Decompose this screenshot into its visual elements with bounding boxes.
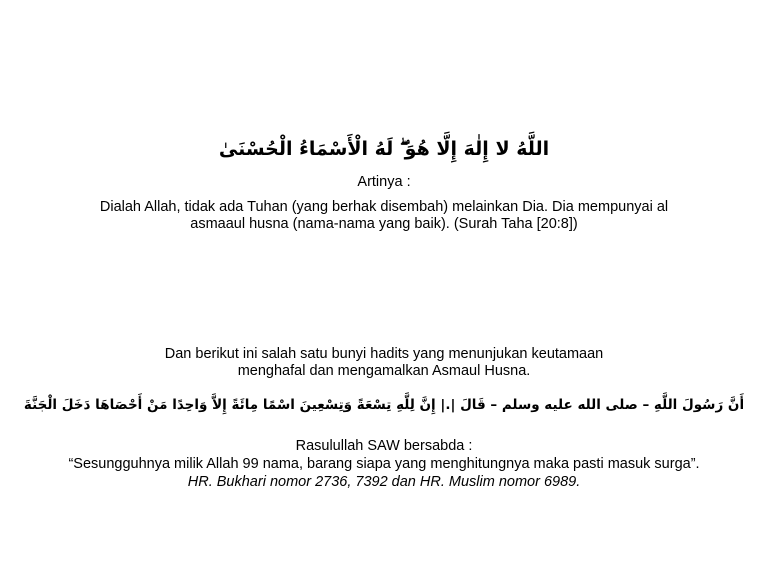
arabic-hadith: أَنَّ رَسُولَ اللَّهِ – صلى الله عليه وسلم – قَالَ |.| إِنَّ لِلَّهِ تِسْعَةً وَتِسْعِينَ اسْمًا مِائَةً إِلاَّ وَاحِدًا مَنْ أَحْصَاهَا دَخَلَ الْجَنَّةَ xyxy=(23,397,745,413)
hadith-translation: “Sesungguhnya milik Allah 99 nama, barang siapa yang menghitungnya maka pasti masuk surga”. xyxy=(68,456,700,472)
artinya-label: Artinya : xyxy=(357,174,411,190)
hadith-source: HR. Bukhari nomor 2736, 7392 dan HR. Muslim nomor 6989. xyxy=(187,474,581,490)
translation-line-1: Dialah Allah, tidak ada Tuhan (yang berhak disembah) melainkan Dia. Dia mempunyai al xyxy=(99,199,669,215)
translation-line-2: asmaaul husna (nama-nama yang baik). (Surah Taha [20:8]) xyxy=(190,216,578,232)
rasulullah-line: Rasulullah SAW bersabda : xyxy=(295,438,473,454)
intro-line-1: Dan berikut ini salah satu bunyi hadits yang menunjukan keutamaan xyxy=(164,346,604,362)
arabic-verse: اللَّهُ لا إِلٰهَ إِلَّا هُوَ ۖ لَهُ الْأَسْمَاءُ الْحُسْنَىٰ xyxy=(218,138,550,160)
intro-line-2: menghafal dan mengamalkan Asmaul Husna. xyxy=(237,363,531,379)
